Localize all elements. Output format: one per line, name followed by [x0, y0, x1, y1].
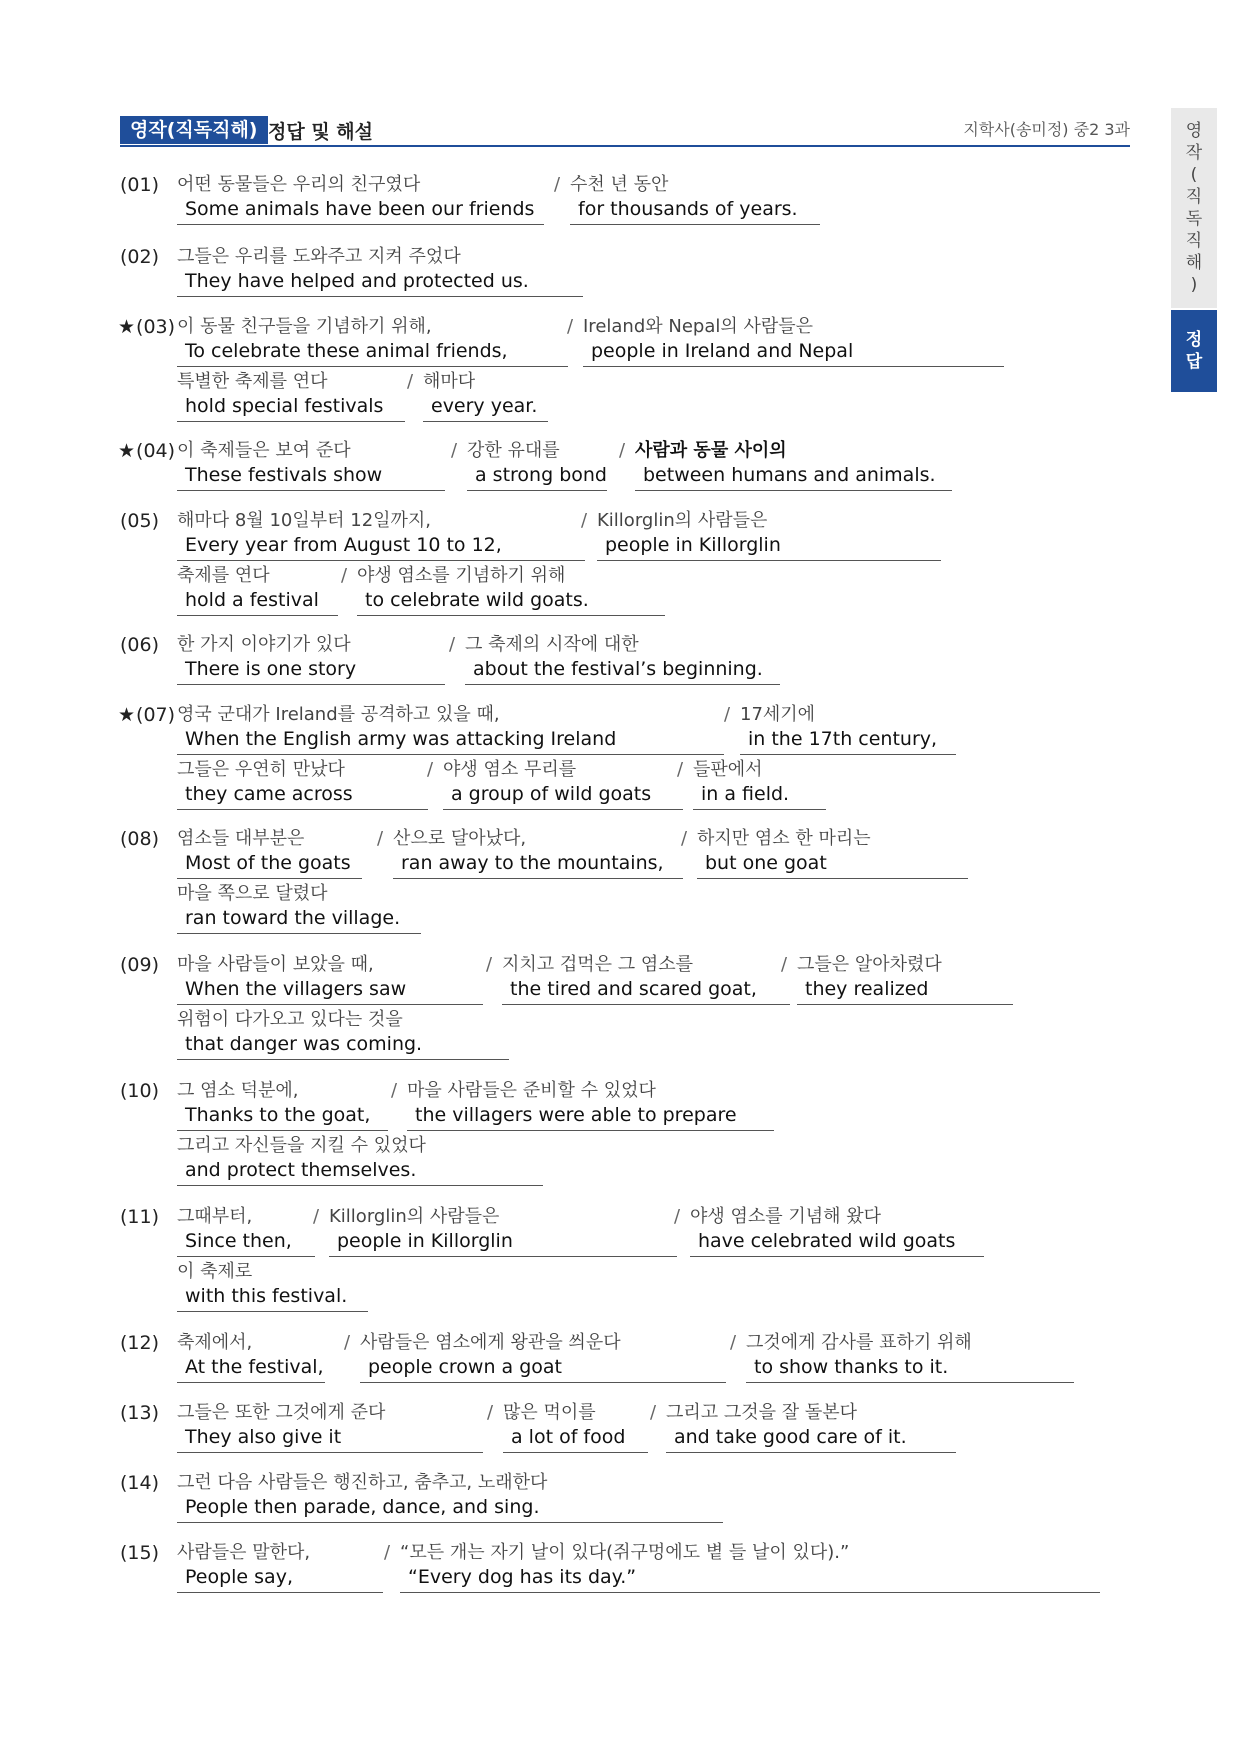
item-number-label: (10) — [120, 1080, 160, 1102]
item-number-label: (08) — [120, 828, 160, 850]
korean-phrase: 그들은 또한 그것에게 준다 — [177, 1402, 386, 1423]
korean-phrase: 영국 군대가 Ireland를 공격하고 있을 때, — [177, 704, 500, 725]
chunk-divider: / — [554, 174, 561, 195]
section-badge: 영작(직독직해) — [120, 116, 268, 144]
korean-phrase: 특별한 축제를 연다 — [177, 371, 328, 392]
side-tab-char: ) — [1190, 275, 1198, 295]
side-tab-char: 독 — [1185, 209, 1203, 229]
english-answer: When the villagers saw — [177, 977, 483, 1005]
phrase-chunk — [487, 1400, 648, 1453]
english-answer: but one goat — [697, 851, 968, 879]
english-answer: have celebrated wild goats — [690, 1229, 984, 1257]
chunk-divider: / — [384, 1542, 391, 1563]
english-answer: Since then, — [177, 1229, 315, 1257]
item-number — [120, 1205, 159, 1229]
chunk-divider: / — [391, 1080, 398, 1101]
korean-phrase: 야생 염소를 기념하기 위해 — [357, 565, 566, 586]
chunk-divider: / — [313, 1206, 320, 1227]
side-tab-char: 정 — [1185, 330, 1203, 350]
chunk-divider: / — [781, 954, 788, 975]
item-number-label: (14) — [120, 1472, 160, 1494]
item-number — [120, 1331, 159, 1355]
item-number-label: (13) — [120, 1402, 160, 1424]
phrase-chunk — [177, 1133, 543, 1186]
korean-phrase: 사람과 동물 사이의 — [635, 440, 787, 461]
chunk-divider: / — [344, 1332, 351, 1353]
korean-phrase: 위험이 다가오고 있다는 것을 — [177, 1009, 403, 1030]
korean-phrase: 그 염소 덕분에, — [177, 1080, 299, 1101]
textbook-label: 지학사(송미정) 중2 3과 — [963, 120, 1130, 139]
item-number-label: (07) — [136, 704, 176, 726]
english-answer: They also give it — [177, 1425, 483, 1453]
phrase-chunk — [177, 1540, 383, 1593]
english-answer: in the 17th century, — [740, 727, 956, 755]
korean-phrase: Killorglin의 사람들은 — [329, 1206, 500, 1227]
english-answer: Some animals have been our friends — [177, 197, 544, 225]
phrase-chunk — [177, 1007, 509, 1060]
korean-phrase: 그 축제의 시작에 대한 — [465, 634, 639, 655]
phrase-chunk — [391, 1078, 774, 1131]
korean-phrase: 많은 먹이를 — [503, 1402, 596, 1423]
korean-phrase: 하지만 염소 한 마리는 — [697, 828, 871, 849]
english-answer: for thousands of years. — [570, 197, 820, 225]
chunk-divider: / — [674, 1206, 681, 1227]
korean-phrase: 마을 사람들은 준비할 수 있었다 — [407, 1080, 656, 1101]
korean-phrase: 야생 염소 무리를 — [443, 759, 577, 780]
english-answer: the tired and scared goat, — [502, 977, 790, 1005]
chunk-divider: / — [724, 704, 731, 725]
chunk-divider: / — [407, 371, 414, 392]
side-tab-char: 답 — [1185, 352, 1203, 372]
korean-phrase: 해마다 8월 10일부터 12일까지, — [177, 510, 432, 531]
phrase-chunk — [177, 438, 445, 491]
english-answer: At the festival, — [177, 1355, 325, 1383]
chunk-divider: / — [487, 1402, 494, 1423]
phrase-chunk — [554, 172, 820, 225]
chunk-divider: / — [567, 316, 574, 337]
korean-phrase: “모든 개는 자기 날이 있다(쥐구멍에도 볕 들 날이 있다).” — [400, 1542, 850, 1563]
phrase-chunk — [681, 826, 968, 879]
header-divider — [120, 145, 1130, 147]
phrase-chunk — [313, 1204, 677, 1257]
korean-phrase: 사람들은 말한다, — [177, 1542, 311, 1563]
item-number-label: (02) — [120, 246, 160, 268]
phrase-chunk — [781, 952, 1013, 1005]
korean-phrase: 야생 염소를 기념해 왔다 — [690, 1206, 882, 1227]
korean-phrase: 한 가지 이야기가 있다 — [177, 634, 351, 655]
english-answer: These festivals show — [177, 463, 445, 491]
korean-phrase: 그런 다음 사람들은 행진하고, 춤추고, 노래한다 — [177, 1472, 548, 1493]
english-answer: the villagers were able to prepare — [407, 1103, 774, 1131]
chunk-divider: / — [650, 1402, 657, 1423]
english-answer: a group of wild goats — [443, 782, 683, 810]
phrase-chunk — [344, 1330, 726, 1383]
korean-phrase: 그때부터, — [177, 1206, 253, 1227]
korean-phrase: 들판에서 — [693, 759, 763, 780]
chunk-divider: / — [486, 954, 493, 975]
korean-phrase: 강한 유대를 — [467, 440, 560, 461]
item-number — [120, 1401, 159, 1425]
korean-phrase: 이 동물 친구들을 기념하기 위해, — [177, 316, 432, 337]
side-tab-char: 해 — [1185, 253, 1203, 273]
item-number-label: (12) — [120, 1332, 160, 1354]
english-answer: Most of the goats — [177, 851, 362, 879]
english-answer: people in Killorglin — [329, 1229, 677, 1257]
item-number — [120, 509, 159, 533]
side-tab-writing[interactable] — [1171, 108, 1217, 308]
phrase-chunk — [730, 1330, 1074, 1383]
star-icon: ★ — [118, 704, 136, 726]
item-number-label: (15) — [120, 1542, 160, 1564]
star-icon: ★ — [118, 440, 136, 462]
phrase-chunk — [177, 563, 338, 616]
phrase-chunk — [567, 314, 1004, 367]
korean-phrase: 그들은 우연히 만났다 — [177, 759, 345, 780]
phrase-chunk — [177, 1204, 315, 1257]
korean-phrase: 그리고 그것을 잘 돌본다 — [666, 1402, 858, 1423]
english-answer: to show thanks to it. — [746, 1355, 1074, 1383]
phrase-chunk — [650, 1400, 956, 1453]
item-number-label: (03) — [136, 316, 176, 338]
phrase-chunk — [407, 369, 548, 422]
item-number — [120, 245, 159, 269]
english-answer: they came across — [177, 782, 428, 810]
side-tab-char: 직 — [1185, 187, 1203, 207]
side-tab-char: ( — [1190, 165, 1198, 185]
phrase-chunk — [177, 881, 421, 934]
english-answer: There is one story — [177, 657, 445, 685]
chunk-divider: / — [619, 440, 626, 461]
korean-phrase: 그들은 알아차렸다 — [797, 954, 942, 975]
korean-phrase: 그리고 자신들을 지킬 수 있었다 — [177, 1135, 426, 1156]
chunk-divider: / — [341, 565, 348, 586]
phrase-chunk — [581, 508, 941, 561]
phrase-chunk — [177, 632, 445, 685]
phrase-chunk — [677, 757, 826, 810]
phrase-chunk — [177, 314, 568, 367]
english-answer: “Every dog has its day.” — [400, 1565, 1100, 1593]
item-number — [118, 703, 175, 727]
chunk-divider: / — [681, 828, 688, 849]
korean-phrase: 지치고 겁먹은 그 염소를 — [502, 954, 694, 975]
item-number-label: (04) — [136, 440, 176, 462]
phrase-chunk — [451, 438, 607, 491]
phrase-chunk — [486, 952, 790, 1005]
phrase-chunk — [177, 1400, 483, 1453]
phrase-chunk — [177, 702, 724, 755]
english-answer: every year. — [423, 394, 548, 422]
korean-phrase: 축제를 연다 — [177, 565, 270, 586]
item-number — [120, 953, 159, 977]
phrase-chunk — [427, 757, 683, 810]
chunk-divider: / — [449, 634, 456, 655]
phrase-chunk — [384, 1540, 1100, 1593]
korean-phrase: 염소들 대부분은 — [177, 828, 305, 849]
item-number — [120, 633, 159, 657]
side-tab-char: 직 — [1185, 231, 1203, 251]
phrase-chunk — [177, 1259, 368, 1312]
english-answer: they realized — [797, 977, 1013, 1005]
phrase-chunk — [619, 438, 952, 491]
korean-phrase: 수천 년 동안 — [570, 174, 669, 195]
english-answer: people in Killorglin — [597, 533, 941, 561]
phrase-chunk — [177, 952, 483, 1005]
phrase-chunk — [177, 508, 588, 561]
item-number-label: (09) — [120, 954, 160, 976]
english-answer: and protect themselves. — [177, 1158, 543, 1186]
chunk-divider: / — [581, 510, 588, 531]
chunk-divider: / — [377, 828, 384, 849]
korean-phrase: 마을 쪽으로 달렸다 — [177, 883, 328, 904]
korean-phrase: 해마다 — [423, 371, 476, 392]
korean-phrase: 사람들은 염소에게 왕관을 씌운다 — [360, 1332, 621, 1353]
english-answer: a strong bond — [467, 463, 607, 491]
phrase-chunk — [177, 1330, 325, 1383]
english-answer: with this festival. — [177, 1284, 368, 1312]
item-number-label: (05) — [120, 510, 160, 532]
korean-phrase: Killorglin의 사람들은 — [597, 510, 768, 531]
side-tab-char: 작 — [1185, 143, 1203, 163]
phrase-chunk — [449, 632, 780, 685]
english-answer: People say, — [177, 1565, 383, 1593]
phrase-chunk — [177, 826, 362, 879]
english-answer: To celebrate these animal friends, — [177, 339, 568, 367]
korean-phrase: 어떤 동물들은 우리의 친구였다 — [177, 174, 421, 195]
english-answer: hold special festivals — [177, 394, 405, 422]
english-answer: They have helped and protected us. — [177, 269, 583, 297]
english-answer: ran toward the village. — [177, 906, 421, 934]
phrase-chunk — [377, 826, 683, 879]
english-answer: People then parade, dance, and sing. — [177, 1495, 723, 1523]
korean-phrase: 산으로 달아났다, — [393, 828, 527, 849]
korean-phrase: 이 축제들은 보여 준다 — [177, 440, 351, 461]
chunk-divider: / — [730, 1332, 737, 1353]
phrase-chunk — [177, 757, 428, 810]
english-answer: Every year from August 10 to 12, — [177, 533, 585, 561]
phrase-chunk — [724, 702, 956, 755]
page-title: 정답 및 해설 — [268, 121, 373, 143]
phrase-chunk — [177, 1470, 723, 1523]
english-answer: people in Ireland and Nepal — [583, 339, 1004, 367]
english-answer: people crown a goat — [360, 1355, 726, 1383]
korean-phrase: 마을 사람들이 보았을 때, — [177, 954, 374, 975]
item-number — [120, 1541, 159, 1565]
english-answer: Thanks to the goat, — [177, 1103, 388, 1131]
english-answer: that danger was coming. — [177, 1032, 509, 1060]
chunk-divider: / — [451, 440, 458, 461]
english-answer: in a field. — [693, 782, 826, 810]
phrase-chunk — [177, 369, 405, 422]
phrase-chunk — [177, 1078, 388, 1131]
korean-phrase: 17세기에 — [740, 704, 816, 725]
korean-phrase: 그들은 우리를 도와주고 지켜 주었다 — [177, 246, 461, 267]
item-number — [118, 439, 175, 463]
item-number-label: (11) — [120, 1206, 160, 1228]
phrase-chunk — [341, 563, 665, 616]
side-tab-char: 영 — [1185, 121, 1203, 141]
english-answer: a lot of food — [503, 1425, 648, 1453]
phrase-chunk — [177, 244, 583, 297]
chunk-divider: / — [427, 759, 434, 780]
phrase-chunk — [177, 172, 544, 225]
english-answer: and take good care of it. — [666, 1425, 956, 1453]
korean-phrase: Ireland와 Nepal의 사람들은 — [583, 316, 814, 337]
item-number — [120, 1471, 159, 1495]
item-number — [120, 827, 159, 851]
english-answer: When the English army was attacking Ireland — [177, 727, 724, 755]
korean-phrase: 축제에서, — [177, 1332, 253, 1353]
item-number-label: (06) — [120, 634, 160, 656]
english-answer: ran away to the mountains, — [393, 851, 683, 879]
item-number-label: (01) — [120, 174, 160, 196]
english-answer: about the festival’s beginning. — [465, 657, 780, 685]
star-icon: ★ — [118, 316, 136, 338]
item-number — [120, 173, 159, 197]
phrase-chunk — [674, 1204, 984, 1257]
english-answer: between humans and animals. — [635, 463, 952, 491]
english-answer: to celebrate wild goats. — [357, 588, 665, 616]
korean-phrase: 그것에게 감사를 표하기 위해 — [746, 1332, 972, 1353]
english-answer: hold a festival — [177, 588, 338, 616]
item-number — [118, 315, 175, 339]
korean-phrase: 이 축제로 — [177, 1261, 253, 1282]
item-number — [120, 1079, 159, 1103]
side-tab-answers[interactable] — [1171, 310, 1217, 392]
chunk-divider: / — [677, 759, 684, 780]
